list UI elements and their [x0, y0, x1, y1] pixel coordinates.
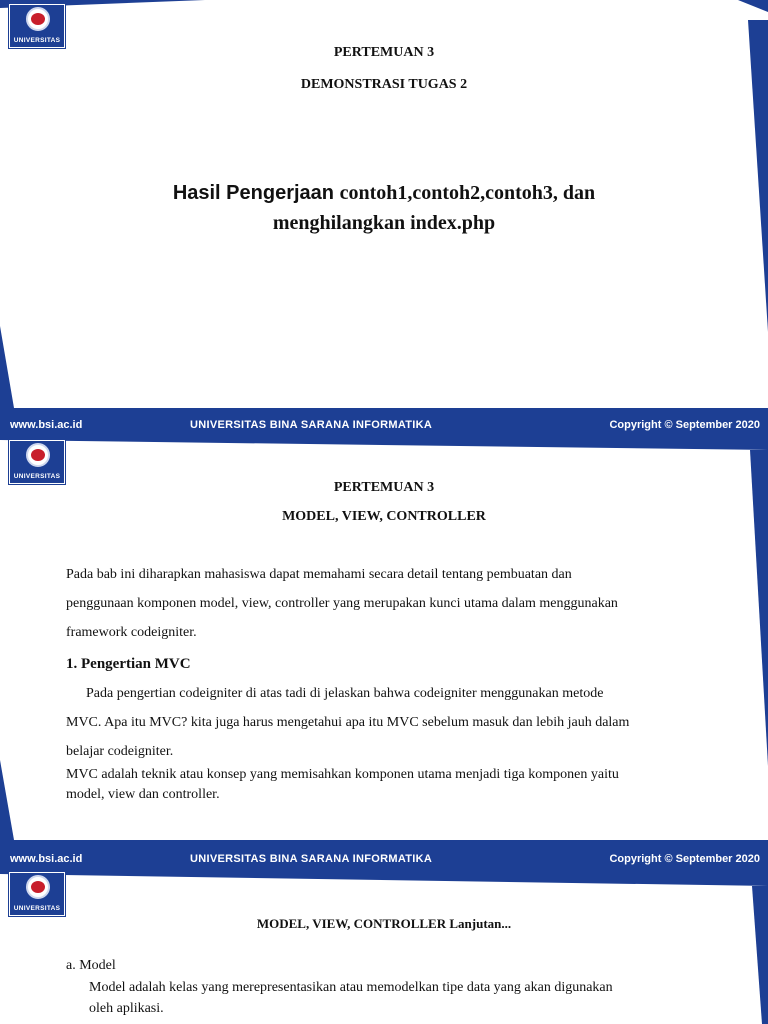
- section-heading: 1. Pengertian MVC: [66, 656, 191, 672]
- slide-2: [0, 436, 768, 870]
- footer-university: UNIVERSITAS BINA SARANA INFORMATIKA: [190, 853, 433, 865]
- footer-university: UNIVERSITAS BINA SARANA INFORMATIKA: [190, 419, 433, 431]
- logo-text: UNIVERSITAS: [13, 473, 61, 480]
- right-edge-stripe: [748, 20, 768, 332]
- slide-1-title-line2: menghilangkan index.php: [272, 212, 496, 234]
- intro-line-1: Pada bab ini diharapkan mahasiswa dapat memahami secara detail tentang pembuatan dan: [66, 567, 572, 582]
- slide-1-meeting: PERTEMUAN 3: [333, 45, 435, 60]
- top-stripe: [0, 436, 768, 450]
- left-edge-stripe: [0, 760, 14, 840]
- slide-2-footer: [0, 850, 768, 868]
- item-a-line-2: oleh aplikasi.: [89, 1001, 164, 1016]
- intro-line-2: penggunaan komponen model, view, controller yang merupakan kunci utama dalam menggunakan: [66, 596, 618, 611]
- footer-copyright: Copyright © September 2020: [609, 853, 760, 865]
- right-edge-stripe: [752, 886, 768, 1024]
- footer-website: www.bsi.ac.id: [10, 419, 83, 431]
- university-logo: [9, 4, 65, 48]
- logo-text: UNIVERSITAS: [13, 905, 61, 912]
- slide-2-meeting: PERTEMUAN 3: [333, 480, 435, 495]
- slide-1-title-part2: contoh1,contoh2,contoh3, dan: [339, 182, 596, 204]
- item-a-line-1: Model adalah kelas yang merepresentasikan atau memodelkan tipe data yang akan digunakan: [89, 980, 613, 995]
- logo-seal: [26, 443, 50, 467]
- slide-2-decoration: [0, 436, 768, 870]
- slide-3-subtitle: MODEL, VIEW, CONTROLLER Lanjutan...: [256, 916, 512, 931]
- logo-text: UNIVERSITAS: [13, 37, 61, 44]
- slide-1-subtitle: DEMONSTRASI TUGAS 2: [300, 77, 468, 92]
- top-stripe: [0, 870, 768, 886]
- logo-seal: [26, 7, 50, 31]
- left-edge-stripe: [0, 326, 14, 408]
- p1-line-2: MVC. Apa itu MVC? kita juga harus mengetahui apa itu MVC sebelum masuk dan lebih jauh dalam: [66, 715, 630, 730]
- right-edge-stripe: [750, 450, 768, 766]
- slide-3: [0, 870, 768, 1024]
- footer-copyright: Copyright © September 2020: [609, 419, 760, 431]
- slide-1: [0, 0, 768, 436]
- footer-website: www.bsi.ac.id: [10, 853, 83, 865]
- slide-2-subtitle: MODEL, VIEW, CONTROLLER: [282, 509, 486, 524]
- p2-line-1: MVC adalah teknik atau konsep yang memisahkan komponen utama menjadi tiga komponen yaitu: [66, 767, 619, 782]
- item-a-label: a. Model: [66, 958, 116, 973]
- intro-line-3: framework codeigniter.: [66, 625, 197, 640]
- university-logo: [9, 440, 65, 484]
- slide-1-title: [0, 178, 768, 238]
- top-right-stripe: [738, 0, 768, 12]
- p1-line-1: Pada pengertian codeigniter di atas tadi di jelaskan bahwa codeigniter menggunakan metode: [86, 686, 604, 701]
- p2-line-2: model, view dan controller.: [66, 787, 220, 802]
- p1-line-3: belajar codeigniter.: [66, 744, 174, 759]
- slide-1-footer: [0, 416, 768, 434]
- logo-seal: [26, 875, 50, 899]
- slide-1-title-part1: Hasil Pengerjaan: [172, 182, 340, 204]
- university-logo: [9, 872, 65, 916]
